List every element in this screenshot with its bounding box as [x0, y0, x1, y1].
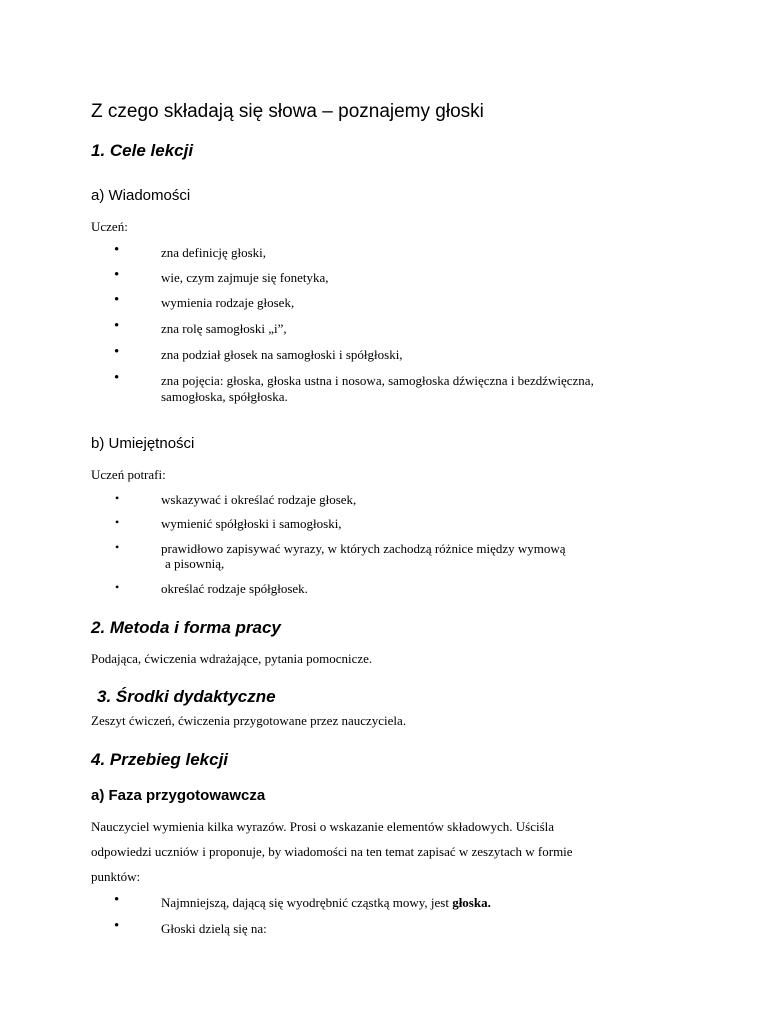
list-item-continuation: a pisownią, [165, 556, 225, 571]
list-item: zna pojęcia: głoska, głoska ustna i nosowa, samogłoska dźwięczna i bezdźwięczna, [161, 373, 594, 388]
list-item: wie, czym zajmuje się fonetyka, [161, 270, 329, 285]
subheading-umiejetnosci: b) Umiejętności [91, 435, 195, 452]
subheading-wiadomosci: a) Wiadomości [91, 187, 191, 204]
bullet-icon: • [114, 267, 120, 283]
faza-item-bold-term: głoska. [452, 895, 491, 910]
section-heading-metoda: 2. Metoda i forma pracy [91, 618, 281, 637]
list-item: wskazywać i określać rodzaje głosek, [161, 492, 357, 507]
list-item: określać rodzaje spółgłosek. [161, 581, 308, 596]
bullet-icon: • [115, 580, 120, 594]
srodki-text: Zeszyt ćwiczeń, ćwiczenia przygotowane przez nauczyciela. [91, 713, 407, 728]
list-item: zna definicję głoski, [161, 245, 267, 260]
subheading-faza-przygotowawcza: a) Faza przygotowawcza [91, 787, 266, 804]
bullet-icon: • [115, 491, 120, 505]
list-item: zna podział głosek na samogłoski i spółgłoski, [161, 347, 403, 362]
faza-item-text: Najmniejszą, dającą się wyodrębnić cząstką mowy, jest [161, 895, 453, 910]
section-heading-srodki: 3. Środki dydaktyczne [97, 687, 276, 706]
bullet-icon: • [115, 515, 120, 529]
bullet-icon: • [114, 292, 120, 308]
list-item: prawidłowo zapisywać wyrazy, w których zachodzą różnice między wymową [161, 541, 566, 556]
list-item: wymienia rodzaje głosek, [161, 295, 295, 310]
bullet-icon: • [114, 892, 120, 908]
metoda-text: Podająca, ćwiczenia wdrażające, pytania pomocnicze. [91, 651, 373, 666]
list-item: zna rolę samogłoski „i”, [161, 321, 287, 336]
list-item: wymienić spółgłoski i samogłoski, [161, 516, 342, 531]
list-item-continuation: samogłoska, spółgłoska. [161, 389, 288, 404]
faza-paragraph-line: punktów: [91, 869, 141, 884]
bullet-icon: • [114, 344, 120, 360]
bullet-icon: • [115, 540, 120, 554]
bullet-icon: • [114, 370, 120, 386]
faza-paragraph-line: Nauczyciel wymienia kilka wyrazów. Prosi o wskazanie elementów składowych. Uściśla [91, 819, 555, 834]
faza-list-item [161, 894, 491, 911]
bullet-icon: • [114, 918, 120, 934]
section-heading-przebieg: 4. Przebieg lekcji [91, 750, 229, 769]
faza-paragraph-line: odpowiedzi uczniów i proponuje, by wiadomości na ten temat zapisać w zeszytach w formie [91, 844, 573, 859]
umiejetnosci-intro: Uczeń potrafi: [91, 467, 166, 482]
bullet-icon: • [114, 242, 120, 258]
document-title: Z czego składają się słowa – poznajemy głoski [91, 101, 484, 122]
wiadomosci-intro: Uczeń: [91, 219, 128, 234]
bullet-icon: • [114, 318, 120, 334]
section-heading-cele: 1. Cele lekcji [91, 141, 194, 160]
faza-list-item: Głoski dzielą się na: [161, 921, 267, 936]
